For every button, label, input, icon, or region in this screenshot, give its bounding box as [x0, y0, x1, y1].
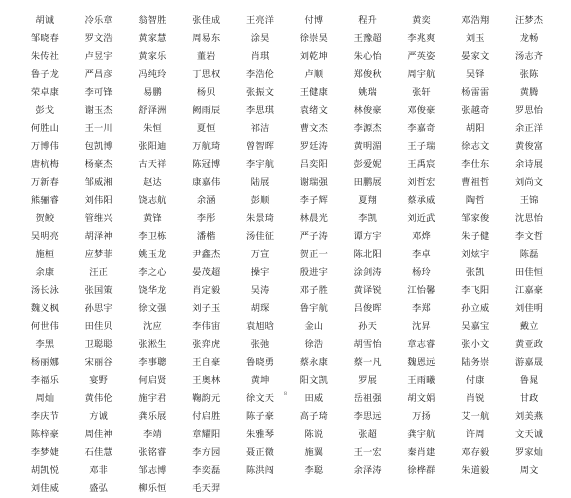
- name-cell: 贺正一: [299, 249, 328, 260]
- name-cell: 王健康: [299, 87, 328, 98]
- name-cell: 黄译锐: [353, 285, 382, 296]
- name-cell: 康嘉伟: [192, 177, 221, 188]
- name-cell: 刘炫宇: [461, 249, 490, 260]
- name-cell: 陈北阳: [353, 249, 382, 260]
- name-cell: 祁洁: [250, 123, 270, 134]
- name-cell: 朱雅琴: [246, 429, 275, 440]
- name-cell: 田鹏展: [353, 177, 382, 188]
- name-cell: 王雨曦: [407, 375, 436, 386]
- name-cell: 冷乐章: [84, 15, 113, 26]
- name-cell: 黄锋: [143, 213, 162, 224]
- name-cell: 卢顺: [304, 69, 324, 80]
- name-cell: 谢玉杰: [84, 105, 113, 116]
- name-cell: 徐桦群: [407, 465, 436, 476]
- name-cell: 李福乐: [30, 375, 59, 386]
- name-cell: 肖锐: [465, 393, 485, 404]
- name-cell: 何世伟: [30, 321, 59, 332]
- name-cell: 王一川: [84, 123, 113, 134]
- name-cell: 陈说: [304, 429, 324, 440]
- name-cell: 严昌彦: [84, 69, 113, 80]
- name-cell: 刘哲宏: [407, 177, 436, 188]
- name-cell: 李宇航: [246, 159, 275, 170]
- name-cell: 李文哲: [515, 231, 544, 242]
- name-cell: 杨贝: [196, 87, 216, 98]
- name-cell: 李子辉: [299, 195, 328, 206]
- name-cell: 古天祥: [138, 159, 167, 170]
- name-grid: [18, 12, 556, 498]
- name-cell: 高子琦: [299, 411, 328, 422]
- name-cell: 宋丽谷: [84, 357, 113, 368]
- name-cell: 王亮洋: [246, 15, 275, 26]
- name-cell: 陈磊: [519, 249, 539, 260]
- name-cell: 朱恒: [143, 123, 162, 134]
- name-cell: 刘子玉: [192, 303, 221, 314]
- name-cell: 鲁子龙: [30, 69, 59, 80]
- name-cell: 鲁晓勇: [246, 357, 275, 368]
- name-cell: 汤志齐: [515, 51, 544, 62]
- name-cell: 石佳慧: [84, 447, 113, 458]
- name-cell: 翁智胜: [138, 15, 167, 26]
- name-list-sheet: [18, 12, 556, 498]
- name-cell: 万宣: [250, 249, 270, 260]
- name-cell: 卢昱宇: [84, 51, 113, 62]
- name-cell: 聂正微: [246, 447, 275, 458]
- name-cell: 许周: [465, 429, 485, 440]
- name-cell: 李方园: [192, 447, 221, 458]
- name-cell: 付博: [304, 15, 324, 26]
- name-cell: 何启贤: [138, 375, 167, 386]
- name-cell: 罗廷涛: [299, 141, 328, 152]
- name-cell: 阳文凯: [299, 375, 328, 386]
- name-cell: 张佳成: [192, 15, 221, 26]
- name-cell: 邓子胜: [299, 285, 328, 296]
- name-cell: 徐浩: [304, 339, 324, 350]
- name-cell: 蔡承威: [407, 195, 436, 206]
- name-cell: 罗思怡: [515, 105, 544, 116]
- name-cell: 李聪: [304, 465, 324, 476]
- name-cell: 沈昇: [412, 321, 431, 332]
- name-cell: 刘佳明: [515, 303, 544, 314]
- name-cell: 田佳恒: [515, 267, 544, 278]
- name-cell: 汪正: [89, 267, 109, 278]
- name-cell: 邓俊豪: [407, 105, 436, 116]
- name-cell: 杨玲: [412, 267, 431, 278]
- name-cell: 卫聪聪: [84, 339, 113, 350]
- name-cell: 胡阳: [465, 123, 485, 134]
- name-cell: 操宇: [250, 267, 270, 278]
- name-cell: 罗家灿: [515, 447, 544, 458]
- name-cell: 刘佳威: [30, 483, 59, 494]
- name-cell: 丁思权: [192, 69, 221, 80]
- name-cell: 王奥林: [192, 375, 221, 386]
- name-cell: 陈洪闯: [246, 465, 275, 476]
- name-cell: 鲁宇航: [299, 303, 328, 314]
- name-cell: 邓浩翔: [461, 15, 490, 26]
- name-cell: 邹威湘: [84, 177, 113, 188]
- name-cell: 易鹏: [143, 87, 162, 98]
- name-cell: 朱传社: [30, 51, 59, 62]
- name-cell: 罗文浩: [84, 33, 113, 44]
- name-cell: 吴涛: [250, 285, 270, 296]
- name-cell: 刘美燕: [515, 411, 544, 422]
- name-cell: 张陈: [519, 69, 539, 80]
- name-cell: 徐文强: [138, 303, 167, 314]
- name-cell: 李彤: [196, 213, 216, 224]
- name-cell: 饶华龙: [138, 285, 167, 296]
- name-cell: 李卓: [412, 249, 431, 260]
- name-cell: 汤长泳: [30, 285, 59, 296]
- name-cell: 陈冠博: [192, 159, 221, 170]
- name-cell: 胡雪怡: [353, 339, 382, 350]
- name-cell: 邹晓春: [30, 33, 59, 44]
- name-cell: 柳乐恒: [138, 483, 167, 494]
- name-cell: 余涵: [196, 195, 216, 206]
- name-cell: 黄亚政: [515, 339, 544, 350]
- name-cell: 王子瑞: [407, 141, 436, 152]
- name-cell: 彭顺: [250, 195, 270, 206]
- name-cell: 严子涛: [299, 231, 328, 242]
- name-cell: 鞠韵元: [192, 393, 221, 404]
- name-cell: 袁绪文: [299, 105, 328, 116]
- name-cell: 万航琦: [192, 141, 221, 152]
- name-cell: 程升: [358, 15, 378, 26]
- name-cell: 黄俊富: [515, 141, 544, 152]
- name-cell: 王自豪: [192, 357, 221, 368]
- name-cell: 刘伟阳: [84, 195, 113, 206]
- name-cell: 章志睿: [407, 339, 436, 350]
- name-cell: 田佳贝: [84, 321, 113, 332]
- name-cell: 夏翔: [358, 195, 378, 206]
- name-cell: 刘玉: [465, 33, 485, 44]
- name-cell: 包凯博: [84, 141, 113, 152]
- name-cell: 李源杰: [353, 123, 382, 134]
- name-cell: 沈思怡: [515, 213, 544, 224]
- name-cell: 刘尚文: [515, 177, 544, 188]
- name-cell: 王锦: [519, 195, 539, 206]
- name-cell: 林俊豪: [353, 105, 382, 116]
- name-cell: 张铭睿: [138, 447, 167, 458]
- name-cell: 黄明湄: [353, 141, 382, 152]
- name-cell: 胡琛: [250, 303, 270, 314]
- name-cell: 李黑: [35, 339, 55, 350]
- name-cell: 秦肖建: [407, 447, 436, 458]
- name-cell: 杨豪杰: [84, 159, 113, 170]
- name-cell: 盛弘: [89, 483, 109, 494]
- page-number: 8: [283, 391, 288, 397]
- name-cell: 黄伟伦: [84, 393, 113, 404]
- name-cell: 朱子健: [461, 231, 490, 242]
- name-cell: 周文: [519, 465, 539, 476]
- name-cell: 吴铎: [465, 69, 485, 80]
- name-cell: 李浩伦: [246, 69, 275, 80]
- name-cell: 张弛: [250, 339, 270, 350]
- name-cell: 田威: [304, 393, 324, 404]
- name-cell: 晏家文: [461, 51, 490, 62]
- name-cell: 刘乾坤: [299, 51, 328, 62]
- name-cell: 熊骊睿: [30, 195, 59, 206]
- name-cell: 涂昊: [250, 33, 270, 44]
- name-cell: 胡文娟: [407, 393, 436, 404]
- name-cell: 黄家慧: [138, 33, 167, 44]
- name-cell: 游嘉晟: [515, 357, 544, 368]
- name-cell: 陆务崇: [461, 357, 490, 368]
- name-cell: 方诚: [89, 411, 109, 422]
- name-cell: 李可锋: [84, 87, 113, 98]
- name-cell: 贺鲛: [35, 213, 55, 224]
- name-cell: 魏恩远: [407, 357, 436, 368]
- name-cell: 陶哲: [465, 195, 485, 206]
- name-cell: 彭戈: [35, 105, 55, 116]
- name-cell: 施宇君: [138, 393, 167, 404]
- name-cell: 杨雷雷: [461, 87, 490, 98]
- name-cell: 朱心怡: [353, 51, 382, 62]
- name-cell: 林晨光: [299, 213, 328, 224]
- name-cell: 徐崇昊: [299, 33, 328, 44]
- name-cell: 张小文: [461, 339, 490, 350]
- name-cell: 李思琪: [246, 105, 275, 116]
- name-cell: 龚乐展: [138, 411, 167, 422]
- name-cell: 夏恒: [196, 123, 216, 134]
- name-cell: 周宇航: [407, 69, 436, 80]
- name-cell: 万扬: [412, 411, 431, 422]
- name-cell: 黄坤: [250, 375, 270, 386]
- name-cell: 李事聰: [138, 357, 167, 368]
- name-cell: 王豫超: [353, 33, 382, 44]
- name-cell: 谢瑞强: [299, 177, 328, 188]
- name-cell: 李之心: [138, 267, 167, 278]
- name-cell: 张阳迪: [138, 141, 167, 152]
- name-cell: 曾智晖: [246, 141, 275, 152]
- name-cell: 章耀阳: [192, 429, 221, 440]
- name-cell: 曹文杰: [299, 123, 328, 134]
- name-cell: 荣卓康: [30, 87, 59, 98]
- name-cell: 甘政: [519, 393, 539, 404]
- name-cell: 李卫栋: [138, 231, 167, 242]
- name-cell: 殷进宇: [299, 267, 328, 278]
- name-cell: 严英姿: [407, 51, 436, 62]
- name-cell: 张超: [358, 429, 378, 440]
- name-cell: 李奕磊: [192, 465, 221, 476]
- name-cell: 朱道毅: [461, 465, 490, 476]
- name-cell: 付启胜: [192, 411, 221, 422]
- name-cell: 张轩: [412, 87, 431, 98]
- name-cell: 郑俊秋: [353, 69, 382, 80]
- name-cell: 周佳神: [84, 429, 113, 440]
- name-cell: 姚玉龙: [138, 249, 167, 260]
- name-cell: 李兆爽: [407, 33, 436, 44]
- name-cell: 张国策: [84, 285, 113, 296]
- name-cell: 孙思宇: [84, 303, 113, 314]
- name-cell: 李仕东: [461, 159, 490, 170]
- name-cell: 肖琪: [250, 51, 270, 62]
- name-cell: 陆展: [250, 177, 270, 188]
- name-cell: 邓存毅: [461, 447, 490, 458]
- name-cell: 冯纯玲: [138, 69, 167, 80]
- name-cell: 肖定毅: [192, 285, 221, 296]
- name-cell: 张弈虎: [192, 339, 221, 350]
- name-cell: 杨丽娜: [30, 357, 59, 368]
- name-cell: 董岩: [196, 51, 216, 62]
- name-cell: 晏茂超: [192, 267, 221, 278]
- name-cell: 彭爱妮: [353, 159, 382, 170]
- name-cell: 涂剑涛: [353, 267, 382, 278]
- name-cell: 唐杭梅: [30, 159, 59, 170]
- name-cell: 陈梓豪: [30, 429, 59, 440]
- name-cell: 阙雨辰: [192, 105, 221, 116]
- name-cell: 蔡永康: [299, 357, 328, 368]
- name-cell: 金山: [304, 321, 324, 332]
- name-cell: 管维兴: [84, 213, 113, 224]
- name-cell: 黄家乐: [138, 51, 167, 62]
- name-cell: 黄奕: [412, 15, 431, 26]
- name-cell: 王一宏: [353, 447, 382, 458]
- name-cell: 李郑: [412, 303, 431, 314]
- name-cell: 吴明亮: [30, 231, 59, 242]
- name-cell: 艾一航: [461, 411, 490, 422]
- name-cell: 胡凯悦: [30, 465, 59, 476]
- name-cell: 文天诚: [515, 429, 544, 440]
- name-cell: 邹志博: [138, 465, 167, 476]
- name-cell: 饶志航: [138, 195, 167, 206]
- name-cell: 汪梦杰: [515, 15, 544, 26]
- name-cell: 余诗展: [515, 159, 544, 170]
- name-cell: 龚宇航: [407, 429, 436, 440]
- name-cell: 毛天羿: [192, 483, 221, 494]
- name-cell: 江怡馨: [407, 285, 436, 296]
- name-cell: 应梦菲: [84, 249, 113, 260]
- name-cell: 余正洋: [515, 123, 544, 134]
- name-cell: 曹祖哲: [461, 177, 490, 188]
- name-cell: 张越奇: [461, 105, 490, 116]
- name-cell: 徐文天: [246, 393, 275, 404]
- name-cell: 戴立: [519, 321, 539, 332]
- name-cell: 何胜山: [30, 123, 59, 134]
- name-cell: 付康: [465, 375, 485, 386]
- name-cell: 周灿: [35, 393, 55, 404]
- name-cell: 施翼: [304, 447, 324, 458]
- name-cell: 孙立威: [461, 303, 490, 314]
- name-cell: 李飞阳: [461, 285, 490, 296]
- name-cell: 李靖: [143, 429, 162, 440]
- name-cell: 胡诚: [35, 15, 55, 26]
- name-cell: 刘近武: [407, 213, 436, 224]
- name-cell: 李伟宙: [192, 321, 221, 332]
- name-cell: 宴野: [89, 375, 109, 386]
- name-cell: 龙畅: [519, 33, 539, 44]
- name-cell: 蔡一凡: [353, 357, 382, 368]
- name-cell: 黄腾: [519, 87, 539, 98]
- name-cell: 吕俊晖: [353, 303, 382, 314]
- name-cell: 张凯: [465, 267, 485, 278]
- name-cell: 吕奕阳: [299, 159, 328, 170]
- name-cell: 李庆节: [30, 411, 59, 422]
- name-cell: 余康: [35, 267, 55, 278]
- name-cell: 谭方宇: [353, 231, 382, 242]
- name-cell: 徐志文: [461, 141, 490, 152]
- name-cell: 王禹宸: [407, 159, 436, 170]
- name-cell: 吴嘉宝: [461, 321, 490, 332]
- name-cell: 胡泽神: [84, 231, 113, 242]
- name-cell: 舒泽洲: [138, 105, 167, 116]
- name-cell: 张淞生: [138, 339, 167, 350]
- name-cell: 孙天: [358, 321, 378, 332]
- name-cell: 余泽涛: [353, 465, 382, 476]
- name-cell: 李凯: [358, 213, 378, 224]
- name-cell: 鲁晁: [519, 375, 539, 386]
- name-cell: 赵达: [143, 177, 162, 188]
- name-cell: 朱景琦: [246, 213, 275, 224]
- name-cell: 罗展: [358, 375, 378, 386]
- name-cell: 潘楷: [196, 231, 216, 242]
- name-cell: 陈子豪: [246, 411, 275, 422]
- name-cell: 岳祖强: [353, 393, 382, 404]
- name-cell: 李梦婕: [30, 447, 59, 458]
- name-cell: 姚瑞: [358, 87, 378, 98]
- name-cell: 邹家俊: [461, 213, 490, 224]
- name-cell: 尹鑫杰: [192, 249, 221, 260]
- name-cell: 万博伟: [30, 141, 59, 152]
- name-cell: 邓烨: [412, 231, 431, 242]
- name-cell: 袁旭晗: [246, 321, 275, 332]
- name-cell: 李思远: [353, 411, 382, 422]
- name-cell: 汤佳征: [246, 231, 275, 242]
- name-cell: 万新春: [30, 177, 59, 188]
- name-cell: 施桓: [35, 249, 55, 260]
- name-cell: 周易东: [192, 33, 221, 44]
- name-cell: 魏义枫: [30, 303, 59, 314]
- name-cell: 江嘉豪: [515, 285, 544, 296]
- name-cell: 沈应: [143, 321, 162, 332]
- name-cell: 张振文: [246, 87, 275, 98]
- name-cell: 李嘉奇: [407, 123, 436, 134]
- name-cell: 邓非: [89, 465, 109, 476]
